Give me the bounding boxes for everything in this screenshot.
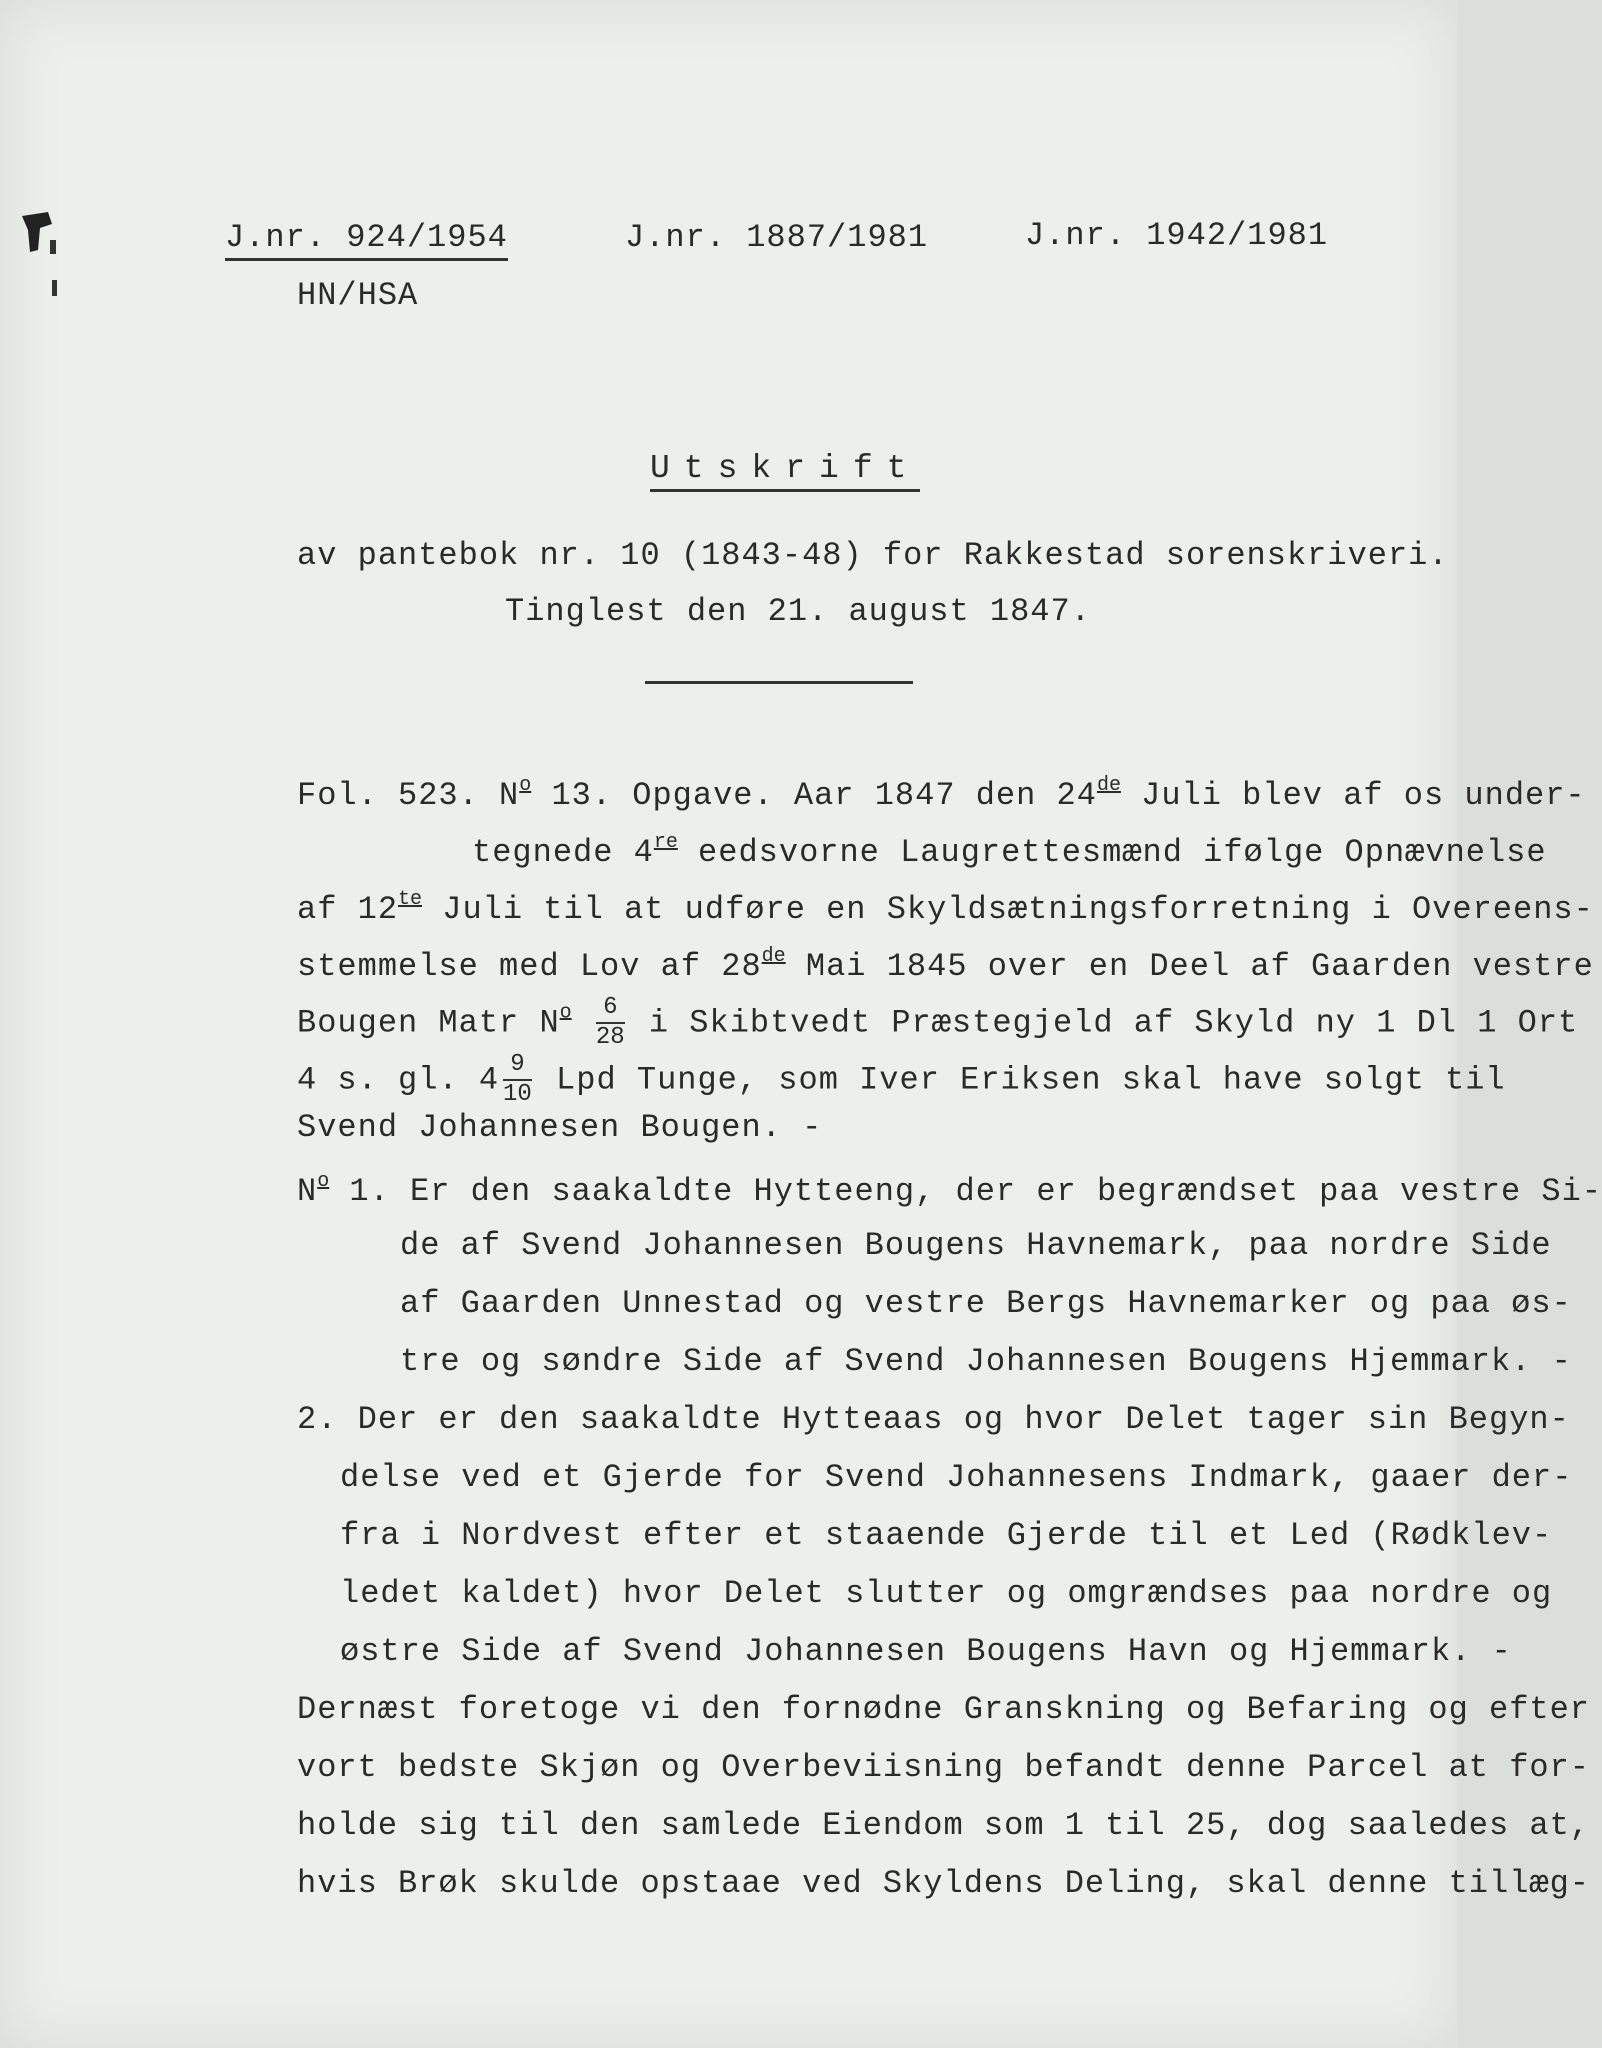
body-line-8: $N^o$ 1. Er den saakaldte Hytteeng, der er begrændset paa vestre Si- [297,1170,1602,1210]
journal-number-1954: J.nr. 924/1954 [225,222,508,261]
body-line-3: af $12^{te}$ Juli til at udføre en Skyldsætningsforretning i Overeens- [297,888,1594,928]
subtitle-date: Tinglest den 21. august 1847. [505,593,1091,630]
body-line-13: delse ved et Gjerde for Svend Johannesens Indmark, gaaer der- [340,1459,1573,1496]
body-line-5: Bougen Matr $N^o$ $\frac{6}{28}$ i Skibtvedt Præstegjeld af Skyld ny 1 Dl 1 Ort [297,994,1579,1051]
fraction-matr: $\frac{6}{28}$ [595,994,625,1051]
body-line-11: tre og søndre Side af Svend Johannesen Bougens Hjemmark. - [400,1343,1572,1380]
body-line-12: 2. Der er den saakaldte Hytteaas og hvor Delet tager sin Begyn- [297,1401,1570,1438]
journal-number-1942: J.nr. 1942/1981 [1025,217,1329,254]
journal-number-1887: J.nr. 1887/1981 [625,219,929,256]
body-line-2: tegnede 4re eedsvorne Laugrettesmænd ifølge Opnævnelse [472,831,1547,871]
body-line-16: østre Side af Svend Johannesen Bougens Havn og Hjemmark. - [340,1633,1512,1670]
body-line-20: hvis Brøk skulde opstaae ved Skyldens Deling, skal denne tillæg- [297,1865,1590,1902]
body-line-14: fra i Nordvest efter et staaende Gjerde til et Led (Rødklev- [340,1517,1553,1554]
body-line-17: Dernæst foretoge vi den fornødne Granskning og Befaring og efter [297,1691,1590,1728]
body-line-10: af Gaarden Unnestad og vestre Bergs Havnemarker og paa øs- [400,1285,1572,1322]
fraction-lpd: $\frac{9}{10}$ [503,1051,532,1108]
body-line-9: de af Svend Johannesen Bougens Havnemark, paa nordre Side [400,1227,1552,1264]
subtitle-source: av pantebok nr. 10 (1843-48) for Rakkestad sorenskriveri. [297,537,1449,574]
body-line-1: Fol. 523. $N^o$ 13. Opgave. Aar 1847 den 24de Juli blev af os under- [297,774,1586,814]
divider-rule [645,681,913,684]
body-line-7: Svend Johannesen Bougen. - [297,1109,823,1146]
body-line-19: holde sig til den samlede Eiendom som 1 til 25, dog saaledes at, [297,1807,1590,1844]
body-line-4: stemmelse med Lov af 28de Mai 1845 over en Deel af Gaarden vestre [297,945,1594,985]
document-title: Utskrift [650,452,920,492]
body-line-6: 4 s. gl. 4 $\frac{9}{10}$ Lpd Tunge, som Iver Eriksen skal have solgt til [297,1051,1506,1108]
initials: HN/HSA [297,277,419,314]
body-line-15: ledet kaldet) hvor Delet slutter og omgrændses paa nordre og [340,1575,1553,1612]
binding-edge-marks [18,210,66,320]
body-line-18: vort bedste Skjøn og Overbeviisning befandt denne Parcel at for- [297,1749,1590,1786]
